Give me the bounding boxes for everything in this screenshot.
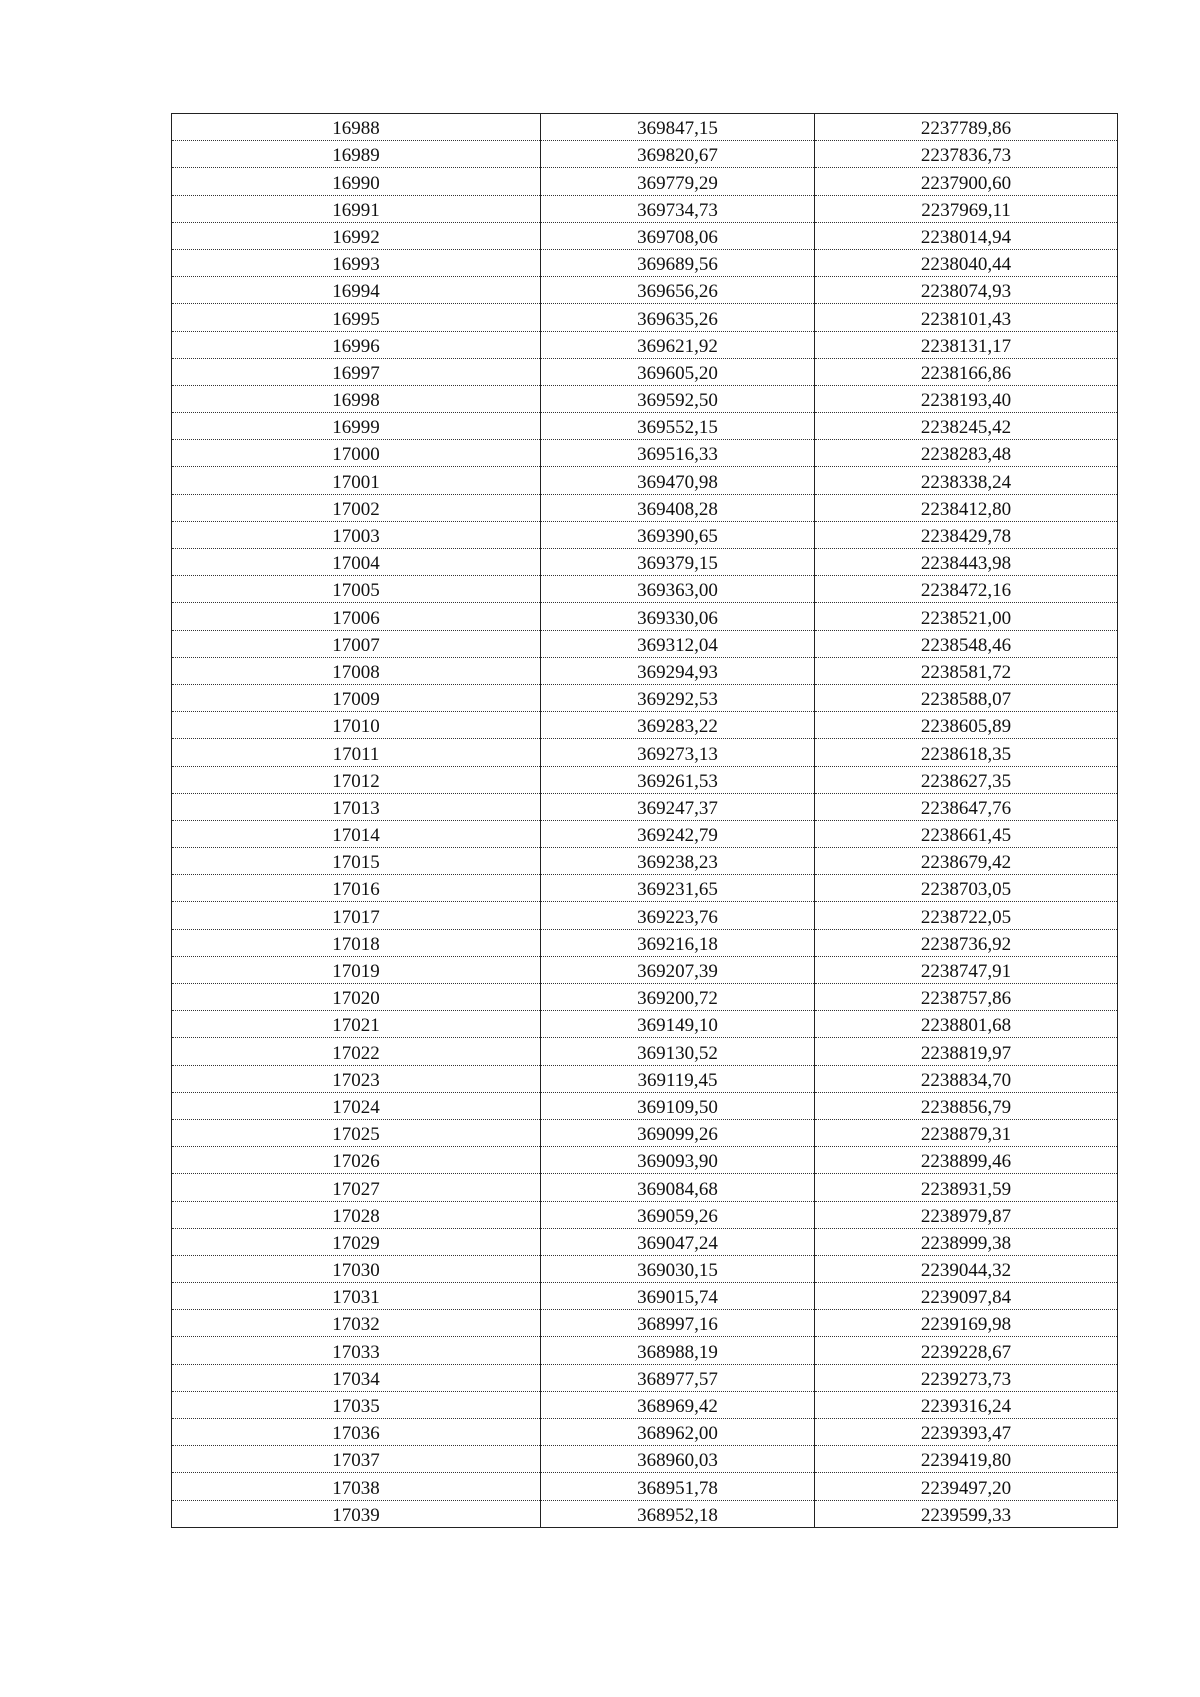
y-coordinate-cell: 2238521,00: [815, 603, 1118, 630]
x-coordinate-cell: 368962,00: [541, 1419, 815, 1446]
y-coordinate-cell: 2239419,80: [815, 1446, 1118, 1473]
x-coordinate-cell: 368988,19: [541, 1337, 815, 1364]
point-number-cell: 17023: [172, 1065, 541, 1092]
table-row: [172, 1011, 1118, 1038]
point-number-cell: 17037: [172, 1446, 541, 1473]
table-row: [172, 1065, 1118, 1092]
table-row: [172, 956, 1118, 983]
x-coordinate-cell: 369242,79: [541, 820, 815, 847]
point-number-cell: 16990: [172, 168, 541, 195]
y-coordinate-cell: 2238834,70: [815, 1065, 1118, 1092]
y-coordinate-cell: 2238679,42: [815, 848, 1118, 875]
x-coordinate-cell: 369470,98: [541, 467, 815, 494]
x-coordinate-cell: 369708,06: [541, 222, 815, 249]
y-coordinate-cell: 2238661,45: [815, 820, 1118, 847]
y-coordinate-cell: 2238801,68: [815, 1011, 1118, 1038]
table-row: [172, 1473, 1118, 1500]
y-coordinate-cell: 2238074,93: [815, 277, 1118, 304]
x-coordinate-cell: 368952,18: [541, 1500, 815, 1527]
x-coordinate-cell: 369390,65: [541, 521, 815, 548]
y-coordinate-cell: 2237789,86: [815, 114, 1118, 141]
table-row: [172, 1419, 1118, 1446]
y-coordinate-cell: 2238979,87: [815, 1201, 1118, 1228]
y-coordinate-cell: 2239169,98: [815, 1310, 1118, 1337]
table-row: [172, 249, 1118, 276]
point-number-cell: 17014: [172, 820, 541, 847]
x-coordinate-cell: 369312,04: [541, 630, 815, 657]
point-number-cell: 17009: [172, 684, 541, 711]
point-number-cell: 17031: [172, 1283, 541, 1310]
table-row: [172, 277, 1118, 304]
x-coordinate-cell: 369099,26: [541, 1119, 815, 1146]
point-number-cell: 17038: [172, 1473, 541, 1500]
table-row: [172, 1174, 1118, 1201]
point-number-cell: 16996: [172, 331, 541, 358]
y-coordinate-cell: 2238647,76: [815, 793, 1118, 820]
y-coordinate-cell: 2238548,46: [815, 630, 1118, 657]
x-coordinate-cell: 369207,39: [541, 956, 815, 983]
x-coordinate-cell: 369408,28: [541, 494, 815, 521]
point-number-cell: 17028: [172, 1201, 541, 1228]
point-number-cell: 17020: [172, 984, 541, 1011]
y-coordinate-cell: 2238472,16: [815, 576, 1118, 603]
table-row: [172, 1283, 1118, 1310]
point-number-cell: 17010: [172, 712, 541, 739]
x-coordinate-cell: 369223,76: [541, 902, 815, 929]
coordinates-table-body: [172, 114, 1118, 1528]
y-coordinate-cell: 2238166,86: [815, 358, 1118, 385]
table-row: [172, 603, 1118, 630]
table-row: [172, 195, 1118, 222]
point-number-cell: 17034: [172, 1364, 541, 1391]
point-number-cell: 17015: [172, 848, 541, 875]
point-number-cell: 17036: [172, 1419, 541, 1446]
point-number-cell: 17012: [172, 766, 541, 793]
y-coordinate-cell: 2239273,73: [815, 1364, 1118, 1391]
table-row: [172, 929, 1118, 956]
table-row: [172, 413, 1118, 440]
point-number-cell: 17016: [172, 875, 541, 902]
table-row: [172, 549, 1118, 576]
y-coordinate-cell: 2239316,24: [815, 1391, 1118, 1418]
x-coordinate-cell: 369109,50: [541, 1092, 815, 1119]
table-row: [172, 820, 1118, 847]
table-row: [172, 766, 1118, 793]
table-row: [172, 1391, 1118, 1418]
table-row: [172, 1310, 1118, 1337]
table-row: [172, 467, 1118, 494]
table-row: [172, 1364, 1118, 1391]
x-coordinate-cell: 369247,37: [541, 793, 815, 820]
x-coordinate-cell: 368960,03: [541, 1446, 815, 1473]
point-number-cell: 17026: [172, 1147, 541, 1174]
point-number-cell: 16998: [172, 385, 541, 412]
point-number-cell: 17022: [172, 1038, 541, 1065]
table-row: [172, 848, 1118, 875]
y-coordinate-cell: 2238736,92: [815, 929, 1118, 956]
table-row: [172, 1446, 1118, 1473]
x-coordinate-cell: 369047,24: [541, 1228, 815, 1255]
table-row: [172, 902, 1118, 929]
x-coordinate-cell: 369656,26: [541, 277, 815, 304]
table-row: [172, 331, 1118, 358]
y-coordinate-cell: 2238899,46: [815, 1147, 1118, 1174]
x-coordinate-cell: 369283,22: [541, 712, 815, 739]
y-coordinate-cell: 2238856,79: [815, 1092, 1118, 1119]
table-row: [172, 141, 1118, 168]
y-coordinate-cell: 2237836,73: [815, 141, 1118, 168]
point-number-cell: 17021: [172, 1011, 541, 1038]
point-number-cell: 17035: [172, 1391, 541, 1418]
y-coordinate-cell: 2237900,60: [815, 168, 1118, 195]
y-coordinate-cell: 2238747,91: [815, 956, 1118, 983]
table-row: [172, 1337, 1118, 1364]
y-coordinate-cell: 2238014,94: [815, 222, 1118, 249]
y-coordinate-cell: 2238722,05: [815, 902, 1118, 929]
y-coordinate-cell: 2239393,47: [815, 1419, 1118, 1446]
x-coordinate-cell: 369820,67: [541, 141, 815, 168]
table-row: [172, 657, 1118, 684]
x-coordinate-cell: 369779,29: [541, 168, 815, 195]
y-coordinate-cell: 2239044,32: [815, 1255, 1118, 1282]
x-coordinate-cell: 369216,18: [541, 929, 815, 956]
point-number-cell: 16989: [172, 141, 541, 168]
y-coordinate-cell: 2238101,43: [815, 304, 1118, 331]
table-row: [172, 168, 1118, 195]
table-row: [172, 576, 1118, 603]
table-row: [172, 304, 1118, 331]
x-coordinate-cell: 369231,65: [541, 875, 815, 902]
point-number-cell: 16993: [172, 249, 541, 276]
table-row: [172, 1038, 1118, 1065]
y-coordinate-cell: 2238618,35: [815, 739, 1118, 766]
table-row: [172, 684, 1118, 711]
point-number-cell: 17017: [172, 902, 541, 929]
point-number-cell: 17007: [172, 630, 541, 657]
point-number-cell: 17003: [172, 521, 541, 548]
y-coordinate-cell: 2238627,35: [815, 766, 1118, 793]
table-row: [172, 1119, 1118, 1146]
table-row: [172, 358, 1118, 385]
y-coordinate-cell: 2238703,05: [815, 875, 1118, 902]
table-row: [172, 739, 1118, 766]
x-coordinate-cell: 369238,23: [541, 848, 815, 875]
table-row: [172, 521, 1118, 548]
x-coordinate-cell: 369261,53: [541, 766, 815, 793]
x-coordinate-cell: 369379,15: [541, 549, 815, 576]
y-coordinate-cell: 2238879,31: [815, 1119, 1118, 1146]
x-coordinate-cell: 369605,20: [541, 358, 815, 385]
table-row: [172, 875, 1118, 902]
point-number-cell: 17013: [172, 793, 541, 820]
y-coordinate-cell: 2238757,86: [815, 984, 1118, 1011]
table-row: [172, 1201, 1118, 1228]
y-coordinate-cell: 2238819,97: [815, 1038, 1118, 1065]
point-number-cell: 16994: [172, 277, 541, 304]
point-number-cell: 17004: [172, 549, 541, 576]
y-coordinate-cell: 2238131,17: [815, 331, 1118, 358]
point-number-cell: 17006: [172, 603, 541, 630]
y-coordinate-cell: 2238245,42: [815, 413, 1118, 440]
table-row: [172, 494, 1118, 521]
x-coordinate-cell: 368997,16: [541, 1310, 815, 1337]
y-coordinate-cell: 2238193,40: [815, 385, 1118, 412]
table-row: [172, 1147, 1118, 1174]
y-coordinate-cell: 2239497,20: [815, 1473, 1118, 1500]
point-number-cell: 17019: [172, 956, 541, 983]
y-coordinate-cell: 2238605,89: [815, 712, 1118, 739]
x-coordinate-cell: 369273,13: [541, 739, 815, 766]
y-coordinate-cell: 2237969,11: [815, 195, 1118, 222]
x-coordinate-cell: 369330,06: [541, 603, 815, 630]
y-coordinate-cell: 2239599,33: [815, 1500, 1118, 1527]
point-number-cell: 17027: [172, 1174, 541, 1201]
point-number-cell: 17025: [172, 1119, 541, 1146]
x-coordinate-cell: 369084,68: [541, 1174, 815, 1201]
point-number-cell: 17039: [172, 1500, 541, 1527]
point-number-cell: 16991: [172, 195, 541, 222]
y-coordinate-cell: 2238283,48: [815, 440, 1118, 467]
point-number-cell: 17008: [172, 657, 541, 684]
y-coordinate-cell: 2238040,44: [815, 249, 1118, 276]
x-coordinate-cell: 369093,90: [541, 1147, 815, 1174]
x-coordinate-cell: 369847,15: [541, 114, 815, 141]
point-number-cell: 17000: [172, 440, 541, 467]
y-coordinate-cell: 2238338,24: [815, 467, 1118, 494]
point-number-cell: 17011: [172, 739, 541, 766]
point-number-cell: 17018: [172, 929, 541, 956]
point-number-cell: 16999: [172, 413, 541, 440]
table-row: [172, 712, 1118, 739]
point-number-cell: 17029: [172, 1228, 541, 1255]
point-number-cell: 17033: [172, 1337, 541, 1364]
table-row: [172, 1228, 1118, 1255]
point-number-cell: 16992: [172, 222, 541, 249]
x-coordinate-cell: 368969,42: [541, 1391, 815, 1418]
table-row: [172, 1255, 1118, 1282]
table-row: [172, 793, 1118, 820]
x-coordinate-cell: 369689,56: [541, 249, 815, 276]
table-row: [172, 984, 1118, 1011]
x-coordinate-cell: 369734,73: [541, 195, 815, 222]
table-row: [172, 1500, 1118, 1527]
point-number-cell: 17024: [172, 1092, 541, 1119]
point-number-cell: 17005: [172, 576, 541, 603]
point-number-cell: 16995: [172, 304, 541, 331]
point-number-cell: 16988: [172, 114, 541, 141]
x-coordinate-cell: 368977,57: [541, 1364, 815, 1391]
point-number-cell: 17001: [172, 467, 541, 494]
y-coordinate-cell: 2239228,67: [815, 1337, 1118, 1364]
x-coordinate-cell: 369635,26: [541, 304, 815, 331]
x-coordinate-cell: 369149,10: [541, 1011, 815, 1038]
x-coordinate-cell: 369292,53: [541, 684, 815, 711]
y-coordinate-cell: 2238931,59: [815, 1174, 1118, 1201]
x-coordinate-cell: 369119,45: [541, 1065, 815, 1092]
table-row: [172, 440, 1118, 467]
x-coordinate-cell: 369130,52: [541, 1038, 815, 1065]
table-row: [172, 222, 1118, 249]
point-number-cell: 17002: [172, 494, 541, 521]
point-number-cell: 17032: [172, 1310, 541, 1337]
x-coordinate-cell: 369200,72: [541, 984, 815, 1011]
y-coordinate-cell: 2238429,78: [815, 521, 1118, 548]
table-row: [172, 114, 1118, 141]
coordinates-table: [171, 113, 1118, 1528]
point-number-cell: 17030: [172, 1255, 541, 1282]
x-coordinate-cell: 369059,26: [541, 1201, 815, 1228]
y-coordinate-cell: 2239097,84: [815, 1283, 1118, 1310]
table-row: [172, 630, 1118, 657]
x-coordinate-cell: 368951,78: [541, 1473, 815, 1500]
y-coordinate-cell: 2238443,98: [815, 549, 1118, 576]
y-coordinate-cell: 2238588,07: [815, 684, 1118, 711]
x-coordinate-cell: 369030,15: [541, 1255, 815, 1282]
x-coordinate-cell: 369294,93: [541, 657, 815, 684]
table-row: [172, 385, 1118, 412]
table-row: [172, 1092, 1118, 1119]
x-coordinate-cell: 369363,00: [541, 576, 815, 603]
x-coordinate-cell: 369516,33: [541, 440, 815, 467]
x-coordinate-cell: 369621,92: [541, 331, 815, 358]
y-coordinate-cell: 2238412,80: [815, 494, 1118, 521]
x-coordinate-cell: 369592,50: [541, 385, 815, 412]
x-coordinate-cell: 369015,74: [541, 1283, 815, 1310]
y-coordinate-cell: 2238581,72: [815, 657, 1118, 684]
point-number-cell: 16997: [172, 358, 541, 385]
y-coordinate-cell: 2238999,38: [815, 1228, 1118, 1255]
x-coordinate-cell: 369552,15: [541, 413, 815, 440]
